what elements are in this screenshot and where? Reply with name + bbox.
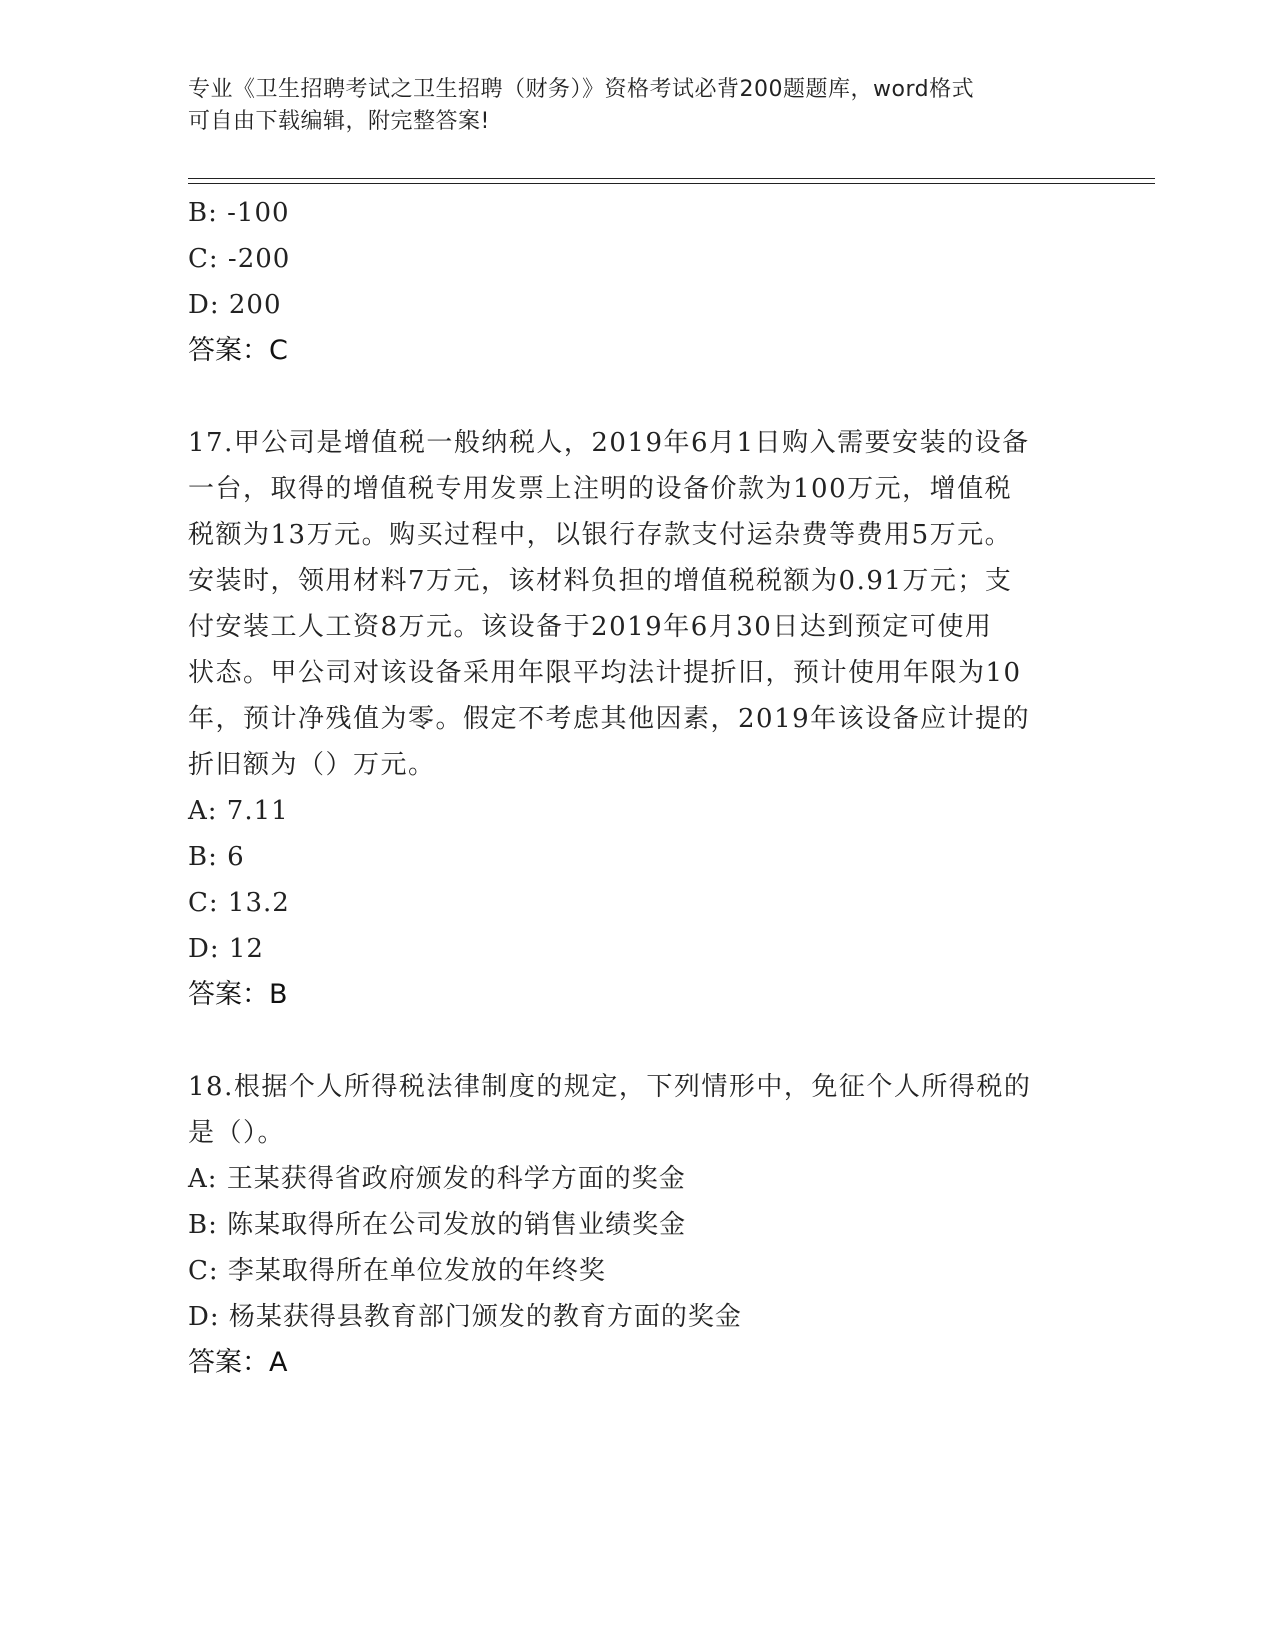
question-text-line: 状态。甲公司对该设备采用年限平均法计提折旧，预计使用年限为10 (188, 658, 1022, 688)
option-d: D: 200 (188, 290, 282, 320)
question-text-line: 付安装工人工资8万元。该设备于2019年6月30日达到预定可使用 (188, 612, 993, 642)
question-text-line: 年，预计净残值为零。假定不考虑其他因素，2019年该设备应计提的 (188, 704, 1031, 734)
document-body (188, 190, 1088, 1386)
question-text (188, 420, 1088, 788)
option-b: B: 陈某取得所在公司发放的销售业绩奖金 (188, 1210, 687, 1240)
answer-line: 答案：A (188, 1347, 288, 1378)
question-text-line: 是（）。 (188, 1118, 286, 1148)
question-18 (188, 1064, 1088, 1386)
option-c: C: 李某取得所在单位发放的年终奖 (188, 1256, 606, 1286)
option-c: C: -200 (188, 244, 291, 274)
option-a: A: 7.11 (188, 796, 289, 826)
question-text-line: 17.甲公司是增值税一般纳税人，2019年6月1日购入需要安装的设备 (188, 428, 1030, 458)
answer-line: 答案：B (188, 979, 288, 1010)
option-c: C: 13.2 (188, 888, 290, 918)
answer-line: 答案：C (188, 335, 288, 366)
question-17 (188, 420, 1088, 1018)
option-d: D: 杨某获得县教育部门颁发的教育方面的奖金 (188, 1302, 742, 1332)
header-title-line-1: 专业《卫生招聘考试之卫生招聘（财务）》资格考试必背200题题库，word格式 (188, 77, 975, 102)
header-title-line-2: 可自由下载编辑，附完整答案! (188, 109, 490, 134)
question-text-line: 一台，取得的增值税专用发票上注明的设备价款为100万元，增值税 (188, 474, 1013, 504)
question-text-line: 折旧额为（）万元。 (188, 750, 436, 780)
document-header (188, 74, 1088, 138)
question-spacer (188, 374, 1088, 420)
option-d: D: 12 (188, 934, 264, 964)
question-16-tail (188, 190, 1088, 374)
option-a: A: 王某获得省政府颁发的科学方面的奖金 (188, 1164, 686, 1194)
question-text (188, 1064, 1088, 1156)
header-divider-bottom (188, 183, 1155, 184)
header-divider-top (188, 178, 1155, 179)
option-b: B: 6 (188, 842, 245, 872)
option-b: B: -100 (188, 198, 290, 228)
question-text-line: 税额为13万元。购买过程中，以银行存款支付运杂费等费用5万元。 (188, 520, 1013, 550)
question-text-line: 安装时，领用材料7万元，该材料负担的增值税税额为0.91万元；支 (188, 566, 1013, 596)
question-spacer (188, 1018, 1088, 1064)
question-text-line: 18.根据个人所得税法律制度的规定，下列情形中，免征个人所得税的 (188, 1072, 1032, 1102)
